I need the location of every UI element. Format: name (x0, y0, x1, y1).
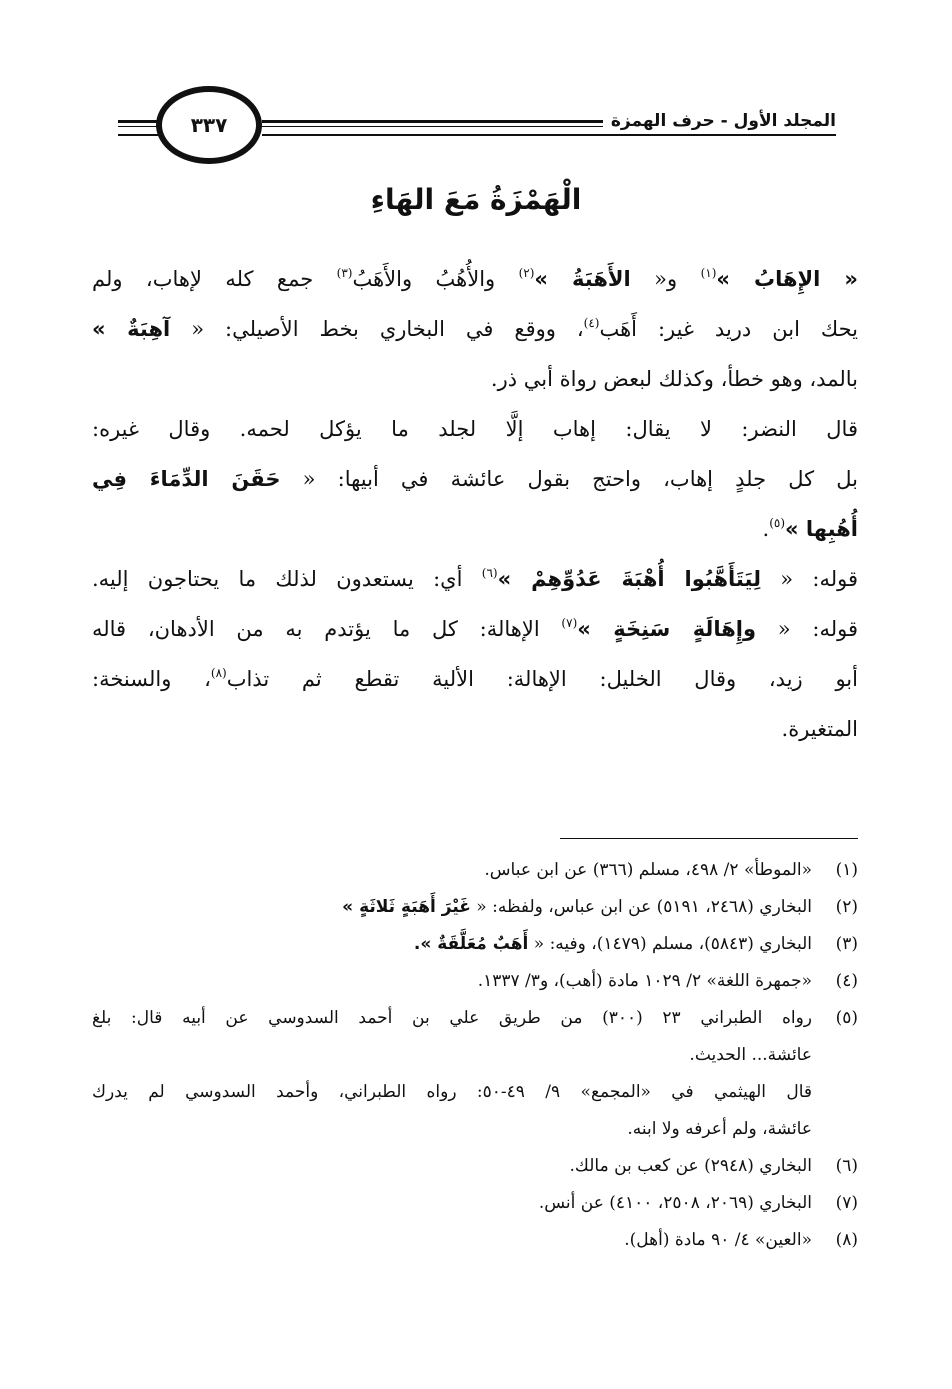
text-run: والأُهُبُ والأَهَبُ (352, 267, 519, 291)
footnote-item (92, 1222, 858, 1259)
text-run: البخاري (٢٤٦٨، ٥١٩١) عن ابن عباس، ولفظه: « (470, 897, 812, 917)
footnote-line (92, 889, 812, 926)
footnote-item (92, 926, 858, 963)
footnote-continuation (92, 1074, 858, 1148)
footnote-item (92, 1148, 858, 1185)
page-header (118, 82, 836, 172)
footnote-ref: (٤) (583, 316, 600, 330)
footnote-line: «جمهرة اللغة» ٢/ ١٠٢٩ مادة (أهب)، و٣/ ١٣٣٧. (477, 971, 812, 991)
footnote-line: عائشة... الحديث. (689, 1045, 812, 1065)
page-number: ٣٣٧ (190, 113, 228, 137)
body-line (92, 654, 858, 704)
footnote-number: (٢) (835, 897, 858, 917)
footnote-item (92, 1000, 858, 1074)
text-run: ، والسنخة: (92, 667, 211, 691)
text-run: ، ووقع في البخاري بخط الأصيلي: « (170, 317, 584, 341)
quote-mark: » (577, 617, 614, 641)
footnote-text (92, 926, 812, 963)
footnote-text (92, 1185, 812, 1222)
body-line (92, 604, 858, 654)
footnote-text (92, 852, 812, 889)
quote-mark: » (497, 567, 532, 591)
text-run: يحك ابن دريد غير: أَهَب (599, 317, 858, 341)
footnote-text (92, 963, 812, 1000)
body-line (92, 254, 858, 304)
footnotes (92, 852, 858, 1259)
text-run: الإهالة: كل ما يؤتدم به من الأدهان، قاله (92, 617, 562, 641)
footnote-line: البخاري (٢٩٤٨) عن كعب بن مالك. (569, 1156, 812, 1176)
footnote-separator (560, 838, 858, 839)
text-run: . (762, 517, 770, 541)
footnote-text (92, 1000, 812, 1074)
body-line (92, 304, 858, 354)
footnote-number: (٣) (835, 934, 858, 954)
footnote-line: «الموطأ» ٢/ ٤٩٨، مسلم (٣٦٦) عن ابن عباس. (484, 860, 812, 880)
quoted-hadith: لِيَتَأَهَّبُوا أُهْبَةَ عَدُوِّهِمْ (531, 567, 761, 591)
body-line (92, 454, 858, 504)
quoted-hadith: حَقَنَ الدِّمَاءَ فِي (92, 467, 281, 491)
footnote-line: رواه الطبراني ٢٣ (٣٠٠) من طريق علي بن أحمد السدوسي عن أبيه قال: بلغ (92, 1008, 812, 1028)
footnote-item (92, 852, 858, 889)
footnote-number: (٤) (835, 971, 858, 991)
header-title: المجلد الأول - حرف الهمزة (603, 111, 836, 131)
body-line (92, 504, 858, 554)
footnote-text (92, 889, 812, 926)
page-number-badge (156, 86, 262, 164)
footnote-ref: (٦) (481, 566, 498, 580)
term-aheba: آهِبَةٌ (127, 317, 171, 341)
footnote-ref: (٧) (561, 616, 578, 630)
footnote-line: «العين» ٤/ ٩٠ مادة (أهل). (624, 1230, 812, 1250)
text-run: بل كل جلدٍ إهاب، واحتج بقول عائشة في أبيها: « (280, 467, 858, 491)
footnote-number: (٥) (835, 1008, 858, 1028)
quote-mark: » (92, 317, 128, 341)
quote-mark: » (534, 267, 573, 291)
text-run: أي: يستعدون لذلك ما يحتاجون إليه. (92, 567, 482, 591)
footnote-ref: (٥) (769, 516, 786, 530)
text-run: و« (630, 267, 701, 291)
footnote-ref: (٣) (336, 266, 353, 280)
body-line (92, 554, 858, 604)
chapter-title: الْهَمْزَةُ مَعَ الهَاءِ (370, 183, 582, 216)
footnote-text (92, 1222, 812, 1259)
quote-mark: ». (413, 934, 438, 954)
footnote-line: عائشة، ولم أعرفه ولا ابنه. (627, 1119, 812, 1139)
body-line: المتغيرة. (781, 717, 858, 741)
text-run: جمع كله لإهاب، ولم (92, 267, 337, 291)
text-run: قوله: « (756, 617, 859, 641)
footnote-text (92, 1148, 812, 1185)
quoted-hadith: أَهَبٌ مُعَلَّقَةٌ (437, 934, 529, 954)
footnote-ref: (١) (700, 266, 717, 280)
body-line: بالمد، وهو خطأ، وكذلك لبعض رواة أبي ذر. (490, 367, 858, 391)
quoted-hadith: غَيْرَ أَهَبَةٍ ثَلاثَةٍ (359, 897, 471, 917)
text-run: قوله: « (760, 567, 858, 591)
footnote-ref: (٢) (518, 266, 535, 280)
footnote-item (92, 963, 858, 1000)
footnote-item (92, 889, 858, 926)
footnote-number: (٧) (835, 1193, 858, 1213)
main-text (92, 254, 858, 754)
footnote-item (92, 1185, 858, 1222)
footnote-ref: (٨) (210, 666, 227, 680)
term-ihab: « الإِهَابُ » (716, 267, 858, 291)
term-ahaba: الأَهَبَةُ (572, 267, 631, 291)
footnote-line: قال الهيثمي في «المجمع» ٩/ ٤٩-٥٠: رواه الطبراني، وأحمد السدوسي لم يدرك (92, 1082, 812, 1102)
text-run: البخاري (٥٨٤٣)، مسلم (١٤٧٩)، وفيه: « (528, 934, 812, 954)
footnote-line: البخاري (٢٠٦٩، ٢٥٠٨، ٤١٠٠) عن أنس. (538, 1193, 812, 1213)
quote-mark: » (785, 517, 806, 541)
text-run: أبو زيد، وقال الخليل: الإهالة: الألية تقطع ثم تذاب (226, 667, 858, 691)
footnote-number: (١) (835, 860, 858, 880)
footnote-number: (٨) (835, 1230, 858, 1250)
footnote-number: (٦) (835, 1156, 858, 1176)
body-line: قال النضر: لا يقال: إهاب إلَّا لجلد ما يؤكل لحمه. وقال غيره: (92, 417, 858, 441)
quoted-hadith: أُهُبِها (805, 517, 858, 541)
footnote-line (92, 926, 812, 963)
quoted-hadith: وإِهَالَةٍ سَنِخَةٍ (613, 617, 757, 641)
quote-mark: » (342, 897, 360, 917)
